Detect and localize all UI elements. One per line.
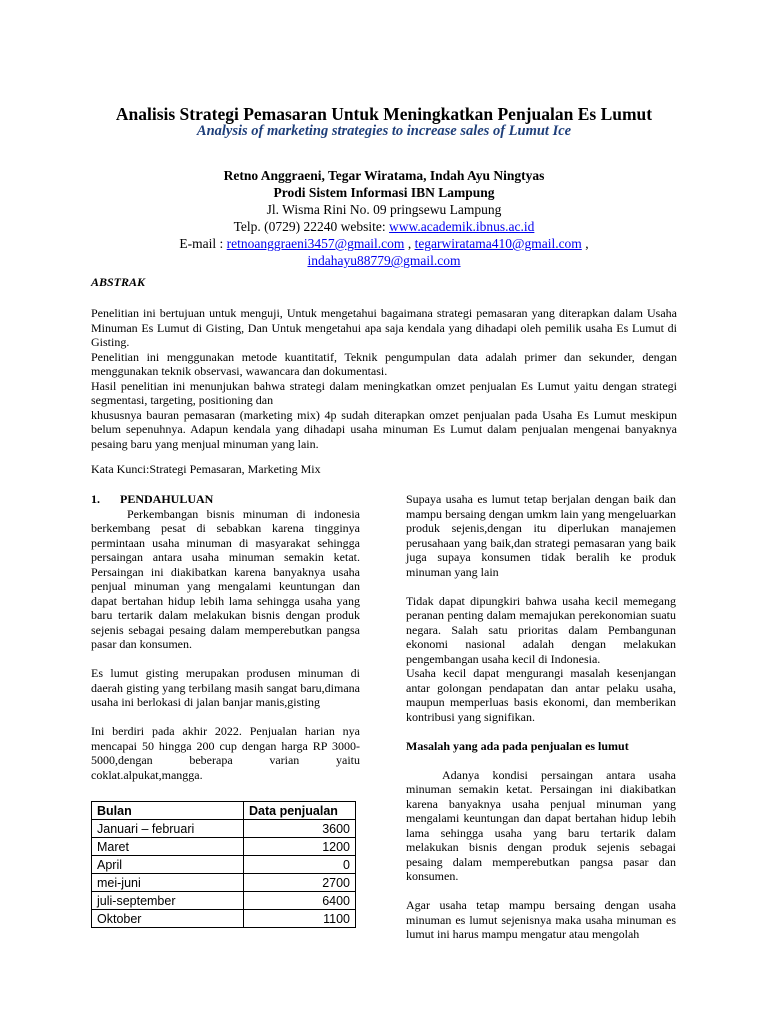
- abstract-body: [91, 306, 677, 451]
- email-line: [0, 235, 768, 252]
- author-names: Retno Anggraeni, Tegar Wiratama, Indah Ayu Ningtyas: [223, 168, 545, 183]
- email-sep-2: ,: [581, 236, 589, 251]
- header-bulan: Bulan: [92, 802, 244, 820]
- section-title: PENDAHULUAN: [120, 492, 214, 506]
- abstract-paragraph: Hasil penelitian ini menunjukan bahwa strategi dalam meningkatkan omzet penjualan Es Lumut yaitu dengan strategi segmentasi, targeting, positioning dan: [91, 378, 677, 407]
- body-paragraph: Es lumut gisting merupakan produsen minuman di daerah gisting yang terbilang masih sangat baru,dimana usaha ini berlokasi di jalan banjar manis,gisting: [91, 666, 360, 709]
- author-block: [0, 167, 768, 269]
- cell-bulan: Maret: [92, 838, 244, 856]
- body-paragraph: Tidak dapat dipungkiri bahwa usaha kecil memegang peranan penting dalam memajukan perekonomian suatu negara. Salah satu prioritas dalam Pembangunan ekonomi nasional adalah dengan melakukan pengembangan usaha kecil di Indonesia.: [406, 593, 676, 666]
- contact-line: [0, 218, 768, 235]
- cell-data: 1200: [244, 838, 356, 856]
- abstract-paragraph: khususnya bauran pemasaran (marketing mix) 4p sudah diterapkan omzet penjualan pada Usaha Es Lumut meskipun belum sepenuhnya. Adapun kendala yang dihadapi usaha minuman Es Lumut dalam penjualan mengenai banyaknya pesaing baru yang menjual minuman yang lain.: [91, 407, 677, 451]
- email-line-2: [0, 252, 768, 269]
- subsection-heading: Masalah yang ada pada penjualan es lumut: [406, 738, 629, 753]
- table-row: [92, 820, 356, 838]
- left-column: [91, 492, 360, 782]
- body-paragraph: Perkembangan bisnis minuman di indonesia berkembang pesat di sebabkan karena tingginya permintaan usaha minuman di masyarakat sehingga persaingan antara usaha minuman semakin ketat. Persaingan ini diakibatkan karena banyaknya usaha penjual minuman yang mengalami keuntungan dan dapat bertahan hidup lebih lama sehingga usaha yang baru tertarik dalam melakukan bisnis dengan produk sejenis sebagai pesaing dalam memperebutkan pangsa pasar dan konsumen.: [91, 506, 360, 651]
- keywords: Kata Kunci:Strategi Pemasaran, Marketing Mix: [91, 462, 321, 476]
- address: Jl. Wisma Rini No. 09 pringsewu Lampung: [266, 202, 502, 217]
- cell-bulan: Januari – februari: [92, 820, 244, 838]
- table-header-row: [92, 802, 356, 820]
- cell-bulan: April: [92, 856, 244, 874]
- website-link[interactable]: www.academik.ibnus.ac.id: [389, 219, 535, 234]
- cell-data: 6400: [244, 892, 356, 910]
- abstract-heading: ABSTRAK: [91, 275, 146, 289]
- body-paragraph: Supaya usaha es lumut tetap berjalan dengan baik dan mampu bersaing dengan umkm lain yang mengeluarkan produk sejenis,dengan itu diperlukan manajemen perusahaan yang baik,dan strategi pemasaran yang baik juga supaya konsumen tidak beralih ke produk minuman yang lain: [406, 492, 676, 579]
- cell-data: 0: [244, 856, 356, 874]
- cell-data: 3600: [244, 820, 356, 838]
- body-paragraph: Agar usaha tetap mampu bersaing dengan usaha minuman es lumut sejenisnya maka usaha minuman es lumut ini harus mampu mengatur atau mengolah: [406, 898, 676, 941]
- cell-bulan: mei-juni: [92, 874, 244, 892]
- cell-data: 2700: [244, 874, 356, 892]
- body-paragraph: Adanya kondisi persaingan antara usaha minuman semakin ketat. Persaingan ini diakibatkan karena banyaknya usaha penjual minuman yang mengalami keuntungan dan dapat bertahan hidup lebih lama sehingga usaha yang baru tertarik dalam melakukan bisnis dengan produk sejenis sebagai pesaing dalam memperebutkan pangsa pasar dan konsumen.: [406, 767, 676, 883]
- paper-subtitle: Analysis of marketing strategies to increase sales of Lumut Ice: [196, 123, 572, 139]
- body-paragraph: Usaha kecil dapat mengurangi masalah kesenjangan antar golongan pendapatan dan antar pelaku usaha, maupun memperluas basis ekonomi, dan memberikan kontribusi yang signifikan.: [406, 666, 676, 724]
- table-row: [92, 874, 356, 892]
- abstract-paragraph: Penelitian ini bertujuan untuk menguji, Untuk mengetahui bagaimana strategi pemasaran yang diterapkan dalam Usaha Minuman Es Lumut di Gisting, Dan Untuk mengetahui apa saja kendala yang dihadapi oleh pemilik usaha Es Lumut di Gisting.: [91, 306, 677, 349]
- header-data: Data penjualan: [244, 802, 356, 820]
- email-link-1[interactable]: retnoanggraeni3457@gmail.com: [226, 236, 405, 251]
- email-link-2[interactable]: tegarwiratama410@gmail.com: [414, 236, 582, 251]
- table-row: [92, 892, 356, 910]
- email-link-3[interactable]: indahayu88779@gmail.com: [307, 253, 461, 268]
- cell-bulan: juli-september: [92, 892, 244, 910]
- section-number: 1.: [91, 492, 100, 506]
- email-label: E-mail :: [179, 236, 227, 251]
- cell-data: 1100: [244, 910, 356, 928]
- affiliation: Prodi Sistem Informasi IBN Lampung: [273, 185, 495, 200]
- section-heading: [91, 492, 360, 507]
- cell-bulan: Oktober: [92, 910, 244, 928]
- abstract-paragraph: Penelitian ini menggunakan metode kuantitatif, Teknik pengumpulan data adalah primer dan sekunder, dengan menggunakan teknik observasi, wawancara dan dokumentasi.: [91, 349, 677, 378]
- paper-title: Analisis Strategi Pemasaran Untuk Meningkatkan Penjualan Es Lumut: [115, 104, 653, 124]
- telp-text: Telp. (0729) 22240 website:: [233, 219, 390, 234]
- email-sep-1: ,: [404, 236, 415, 251]
- body-paragraph: Ini berdiri pada akhir 2022. Penjualan harian nya mencapai 50 hingga 200 cup dengan harga RP 3000-5000,dengan beberapa varian yaitu coklat.alpukat,mangga.: [91, 724, 360, 782]
- sales-table: [91, 801, 356, 928]
- table-row: [92, 910, 356, 928]
- table-row: [92, 856, 356, 874]
- table-row: [92, 838, 356, 856]
- right-column: [406, 492, 676, 942]
